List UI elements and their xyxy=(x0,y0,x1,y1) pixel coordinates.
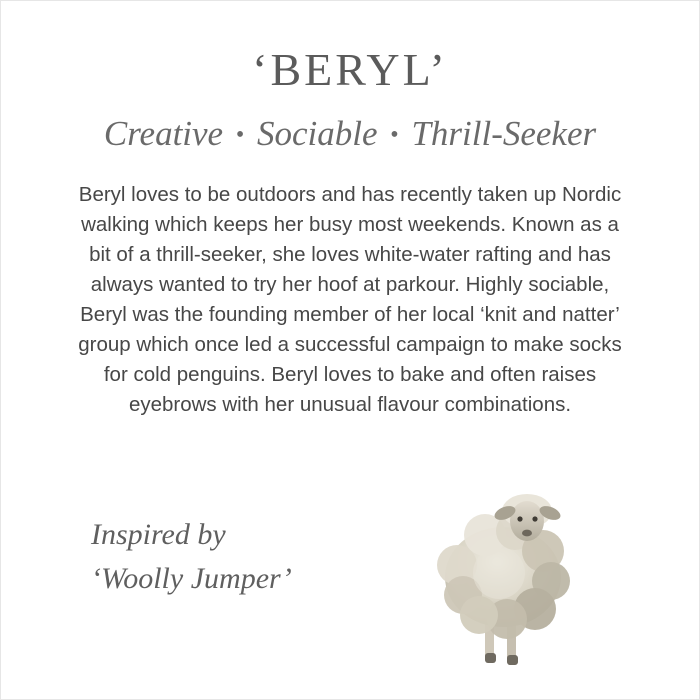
inspired-by-block xyxy=(91,513,292,601)
page-title: ‘BERYL’ xyxy=(252,44,448,95)
description-text: Beryl loves to be outdoors and has recently taken up Nordic walking which keeps her busy most weekends. Known as a bit of a thrill-seeker, she loves white-water rafting and has always wanted to try her hoof at parkour. Highly sociable, Beryl was the founding member of her local ‘knit and natter’ group which once led a successful campaign to make socks for cold penguins. Beryl loves to bake and often raises eyebrows with her unusual flavour combinations. xyxy=(78,183,622,416)
sheep-eye-right-icon xyxy=(532,516,537,521)
sheep-fleece-group xyxy=(437,512,570,639)
trait-sociable: Sociable xyxy=(257,114,378,153)
sheep-illustration xyxy=(411,469,621,679)
sheep-eye-left-icon xyxy=(517,516,522,521)
trait-creative: Creative xyxy=(103,114,224,153)
inspired-by-source: ‘Woolly Jumper’ xyxy=(91,562,292,595)
bullet-separator-icon: • xyxy=(235,122,245,148)
traits-line xyxy=(1,96,699,154)
sheep-nose-icon xyxy=(522,530,532,537)
trait-thrill-seeker: Thrill-Seeker xyxy=(411,114,597,153)
bullet-separator-icon-2: • xyxy=(390,122,399,148)
inspired-by-label: Inspired by xyxy=(91,518,226,551)
